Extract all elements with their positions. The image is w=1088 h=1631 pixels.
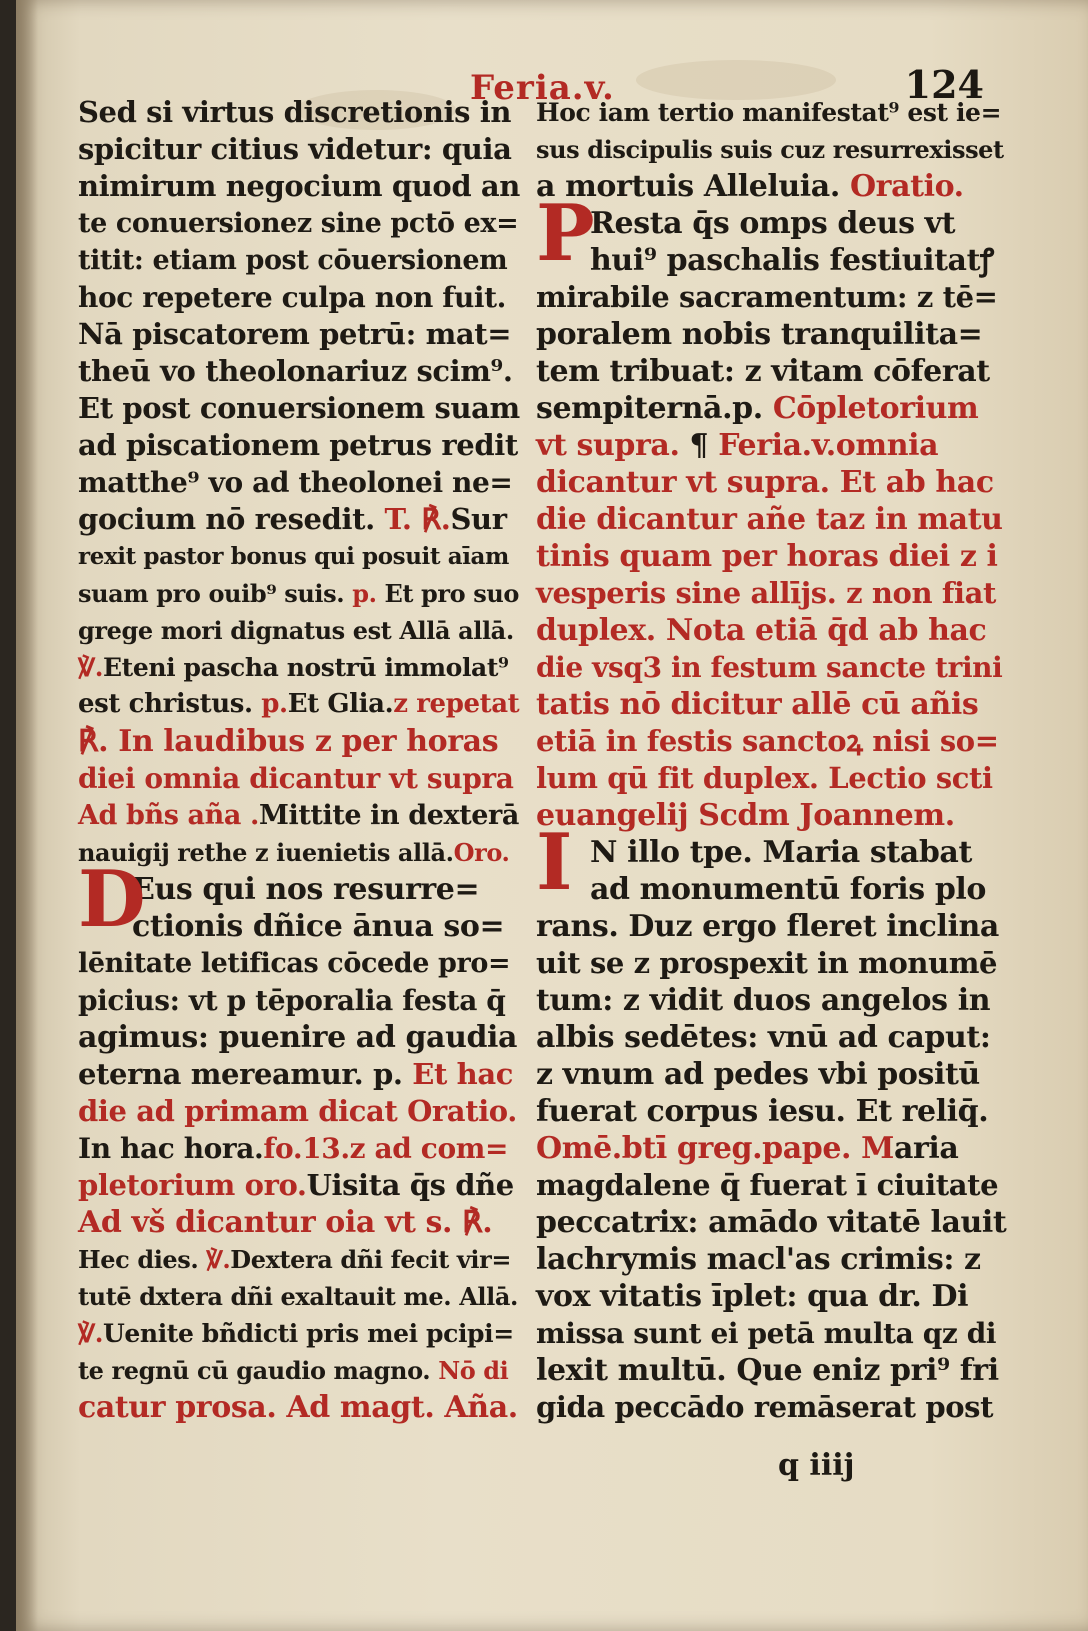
text-segment: lum qū fit duplex. Lectio scti xyxy=(536,761,993,795)
text-segment: Nō di xyxy=(438,1356,509,1385)
text-segment: Dextera dñi fecit vir= xyxy=(230,1245,512,1274)
text-line xyxy=(78,1130,520,1167)
text-line xyxy=(78,464,520,501)
text-segment: Et hac xyxy=(412,1057,513,1091)
text-segment: Sur xyxy=(450,502,507,536)
text-line xyxy=(78,797,520,834)
text-segment: Oratio. xyxy=(849,169,964,204)
text-segment: euangelij Scdm Joannem. xyxy=(536,798,955,833)
text-segment: sempiternā.p. xyxy=(536,391,773,426)
text-line xyxy=(78,945,520,982)
text-line xyxy=(78,1204,520,1241)
text-segment: eterna mereamur. p. xyxy=(78,1057,413,1091)
text-segment: pletorium oro. xyxy=(78,1168,307,1202)
text-segment: ℟. In laudibus z per horas xyxy=(78,724,499,759)
text-segment: Nā piscatorem petrū: mat= xyxy=(78,317,512,351)
text-line xyxy=(78,1241,520,1278)
text-line xyxy=(536,168,1006,205)
running-head: Feria.v. xyxy=(470,68,615,108)
text-segment: Eteni pascha nostrū immolat⁹ xyxy=(103,653,509,682)
text-line xyxy=(536,1389,1006,1426)
text-line xyxy=(78,353,520,390)
text-segment: matthe⁹ vo ad theolonei ne= xyxy=(78,466,513,499)
text-segment: z vnum ad pedes vbi positū xyxy=(536,1057,980,1092)
text-segment: Omē.btī greg.pape. xyxy=(536,1131,862,1166)
text-segment: Ad vš dicantur oia vt s. ℟. xyxy=(78,1205,493,1240)
text-line xyxy=(78,649,520,686)
text-line xyxy=(78,242,520,279)
text-segment: tum: z vidit duos angelos in xyxy=(536,983,991,1018)
text-segment: ad piscationem petrus redit xyxy=(78,428,518,462)
text-line xyxy=(536,538,1006,575)
text-segment: N illo tpe. Maria stabat xyxy=(590,835,972,870)
text-line xyxy=(78,131,520,168)
text-segment: spicitur citius videtur: quia xyxy=(78,132,512,166)
text-line xyxy=(536,1093,1006,1130)
text-line xyxy=(536,871,1006,908)
text-line xyxy=(536,1130,1006,1167)
text-line xyxy=(78,760,520,797)
text-line xyxy=(78,1056,520,1093)
text-line xyxy=(536,1352,1006,1389)
text-line xyxy=(536,94,1006,131)
text-segment: Sed si virtus discretionis in xyxy=(78,95,512,129)
book-page xyxy=(16,0,1088,1631)
text-line xyxy=(78,723,520,760)
text-segment: Mittite in dexterā xyxy=(258,800,519,831)
text-segment: lēnitate letificas cōcede pro= xyxy=(78,948,511,979)
text-line xyxy=(536,649,1006,686)
text-line xyxy=(78,686,520,723)
text-segment: T. ℟. xyxy=(384,502,451,536)
text-segment: Ad bñs aña . xyxy=(78,800,259,831)
text-segment: hoc repetere culpa non fuit. xyxy=(78,281,507,314)
text-line xyxy=(78,390,520,427)
text-segment: lachrymis macl'as crimis: z xyxy=(536,1242,981,1277)
text-line xyxy=(78,1019,520,1056)
text-segment: tinis quam per horas diei z i xyxy=(536,539,998,574)
text-segment: Et Glia. xyxy=(287,689,394,719)
text-segment: Oro. xyxy=(453,838,510,867)
text-segment: fo.13.z ad com= xyxy=(263,1132,509,1165)
initial-letter: P xyxy=(536,188,595,279)
text-line xyxy=(78,575,520,612)
text-segment: albis sedētes: vnū ad caput: xyxy=(536,1020,991,1055)
text-segment: agimus: puenire ad gaudia xyxy=(78,1020,518,1055)
text-line xyxy=(78,501,520,538)
text-segment: nauigij rethe z iuenietis allā. xyxy=(78,838,454,867)
text-segment: hui⁹ paschalis festiuitatꝭ xyxy=(590,243,994,278)
text-segment: Hoc iam tertio manifestat⁹ est ie= xyxy=(536,98,1002,127)
text-segment: die dicantur añe taz in matu xyxy=(536,502,1003,537)
text-segment: a mortuis Alleluia. xyxy=(536,169,850,204)
signature-mark: q iiij xyxy=(778,1448,855,1483)
text-segment: p. xyxy=(352,579,377,608)
text-line xyxy=(536,908,1006,945)
text-segment: rans. Duz ergo fleret inclina xyxy=(536,909,999,944)
text-segment: magdalene q̄ fuerat ī ciuitate xyxy=(536,1168,999,1202)
text-segment: Et post conuersionem suam xyxy=(78,391,520,425)
text-line xyxy=(78,1093,520,1130)
gutter-shadow xyxy=(16,0,38,1631)
text-line xyxy=(536,723,1006,760)
text-line xyxy=(536,760,1006,797)
text-segment: titit: etiam post cōuersionem xyxy=(78,245,508,276)
text-line xyxy=(78,1315,520,1352)
text-line xyxy=(536,501,1006,538)
text-segment: lexit multū. Que eniz pri⁹ fri xyxy=(536,1353,999,1388)
text-segment: ¶ xyxy=(689,428,709,463)
text-line xyxy=(78,168,520,205)
text-segment: est christus. xyxy=(78,689,262,719)
text-segment: etiā in festis sanctoꝝ nisi so= xyxy=(536,724,999,758)
text-line xyxy=(536,797,1006,834)
text-line xyxy=(536,1204,1006,1241)
text-line xyxy=(536,1167,1006,1204)
text-segment: Eus qui nos resurre= xyxy=(132,872,480,907)
text-segment: duplex. Nota etiā q̄d ab hac xyxy=(536,613,987,648)
text-segment: catur prosa. Ad magt. Aña. xyxy=(78,1390,518,1425)
text-segment: M xyxy=(861,1131,894,1166)
text-segment: rexit pastor bonus qui posuit aīam xyxy=(78,543,509,570)
text-segment: gocium nō resedit. xyxy=(78,502,385,536)
initial-letter: D xyxy=(78,854,146,945)
text-segment: Uisita q̄s dñe xyxy=(306,1168,514,1202)
text-segment: Hec dies. xyxy=(78,1245,207,1274)
text-segment: tutē dxtera dñi exaltauit me. Allā. xyxy=(78,1282,518,1311)
text-segment: dicantur vt supra. Et ab hac xyxy=(536,465,994,500)
text-segment: sus discipulis suis cuz resurrexisset xyxy=(536,135,1004,164)
text-line xyxy=(78,982,520,1019)
text-segment: vesperis sine allījs. z non fiat xyxy=(536,576,996,610)
text-line xyxy=(78,1167,520,1204)
text-line xyxy=(536,353,1006,390)
right-column xyxy=(536,94,1006,1426)
text-segment: aria xyxy=(893,1131,959,1166)
text-segment: tem tribuat: z vitam cōferat xyxy=(536,354,990,389)
text-line xyxy=(536,1241,1006,1278)
text-segment: Resta q̄s omps deus vt xyxy=(590,206,956,241)
text-line xyxy=(78,316,520,353)
text-segment: tatis nō dicitur allē cū añis xyxy=(536,687,979,722)
text-segment: mirabile sacramentum: z tē= xyxy=(536,280,998,314)
text-line xyxy=(78,538,520,575)
text-segment: diei omnia dicantur vt supra xyxy=(78,762,514,795)
text-segment: z repetat xyxy=(393,689,520,719)
text-segment: Feria.v.omnia xyxy=(708,428,939,463)
text-segment: peccatrix: amādo vitatē lauit xyxy=(536,1205,1007,1240)
text-segment: ℣. xyxy=(78,653,104,682)
text-segment: nimirum negocium quod an xyxy=(78,169,520,203)
text-line xyxy=(536,131,1006,168)
text-segment: missa sunt ei petā multa qz di xyxy=(536,1317,997,1350)
text-line xyxy=(536,464,1006,501)
text-segment: poralem nobis tranquilita= xyxy=(536,317,983,352)
text-line xyxy=(536,1056,1006,1093)
text-line xyxy=(78,427,520,464)
text-segment: die vsq3 in festum sancte trini xyxy=(536,651,1003,684)
text-segment: In hac hora. xyxy=(78,1132,264,1165)
text-line xyxy=(536,1315,1006,1352)
text-segment: die ad primam dicat Oratio. xyxy=(78,1094,517,1128)
text-line xyxy=(536,316,1006,353)
text-line xyxy=(536,242,1006,279)
text-segment: vox vitatis īplet: qua dr. Di xyxy=(536,1279,969,1314)
text-line xyxy=(536,575,1006,612)
text-segment: Et pro suo xyxy=(376,579,519,608)
text-line xyxy=(78,1389,520,1426)
text-line xyxy=(536,686,1006,723)
text-segment: p. xyxy=(261,689,288,719)
text-segment: te regnū cū gaudio magno. xyxy=(78,1356,439,1385)
text-segment: ad monumentū foris plo xyxy=(590,872,987,907)
initial-letter: I xyxy=(536,817,573,908)
text-line xyxy=(78,612,520,649)
text-segment: gida peccādo remāserat post xyxy=(536,1390,994,1424)
text-line xyxy=(536,279,1006,316)
text-segment: picius: vt p tēporalia festa q̄ xyxy=(78,984,506,1017)
text-line xyxy=(78,1278,520,1315)
text-segment: Uenite bñdicti pris mei pcipi= xyxy=(103,1319,514,1348)
text-segment: ℣. xyxy=(78,1319,104,1348)
text-line xyxy=(536,1019,1006,1056)
left-column xyxy=(78,94,520,1426)
text-segment: fuerat corpus iesu. Et reliq̄. xyxy=(536,1094,989,1129)
text-line xyxy=(536,945,1006,982)
text-line xyxy=(536,612,1006,649)
text-segment: vt supra. xyxy=(536,428,690,463)
text-line xyxy=(78,279,520,316)
text-line xyxy=(78,1352,520,1389)
folio-number: 124 xyxy=(904,62,984,107)
text-segment: te conuersionez sine pctō ex= xyxy=(78,208,519,239)
text-line xyxy=(536,1278,1006,1315)
text-line xyxy=(536,390,1006,427)
text-line xyxy=(78,94,520,131)
text-segment: theū vo theolonariuz scim⁹. xyxy=(78,354,513,388)
text-segment: grege mori dignatus est Allā allā. xyxy=(78,616,514,645)
text-segment: Cōpletorium xyxy=(772,391,979,426)
text-segment: ℣. xyxy=(206,1245,231,1274)
text-line xyxy=(536,427,1006,464)
text-segment: suam pro ouib⁹ suis. xyxy=(78,579,353,608)
text-line xyxy=(78,205,520,242)
text-segment: ctionis dñice ānua so= xyxy=(132,909,505,944)
text-line xyxy=(536,982,1006,1019)
text-segment: uit se z prospexit in monumē xyxy=(536,946,998,980)
